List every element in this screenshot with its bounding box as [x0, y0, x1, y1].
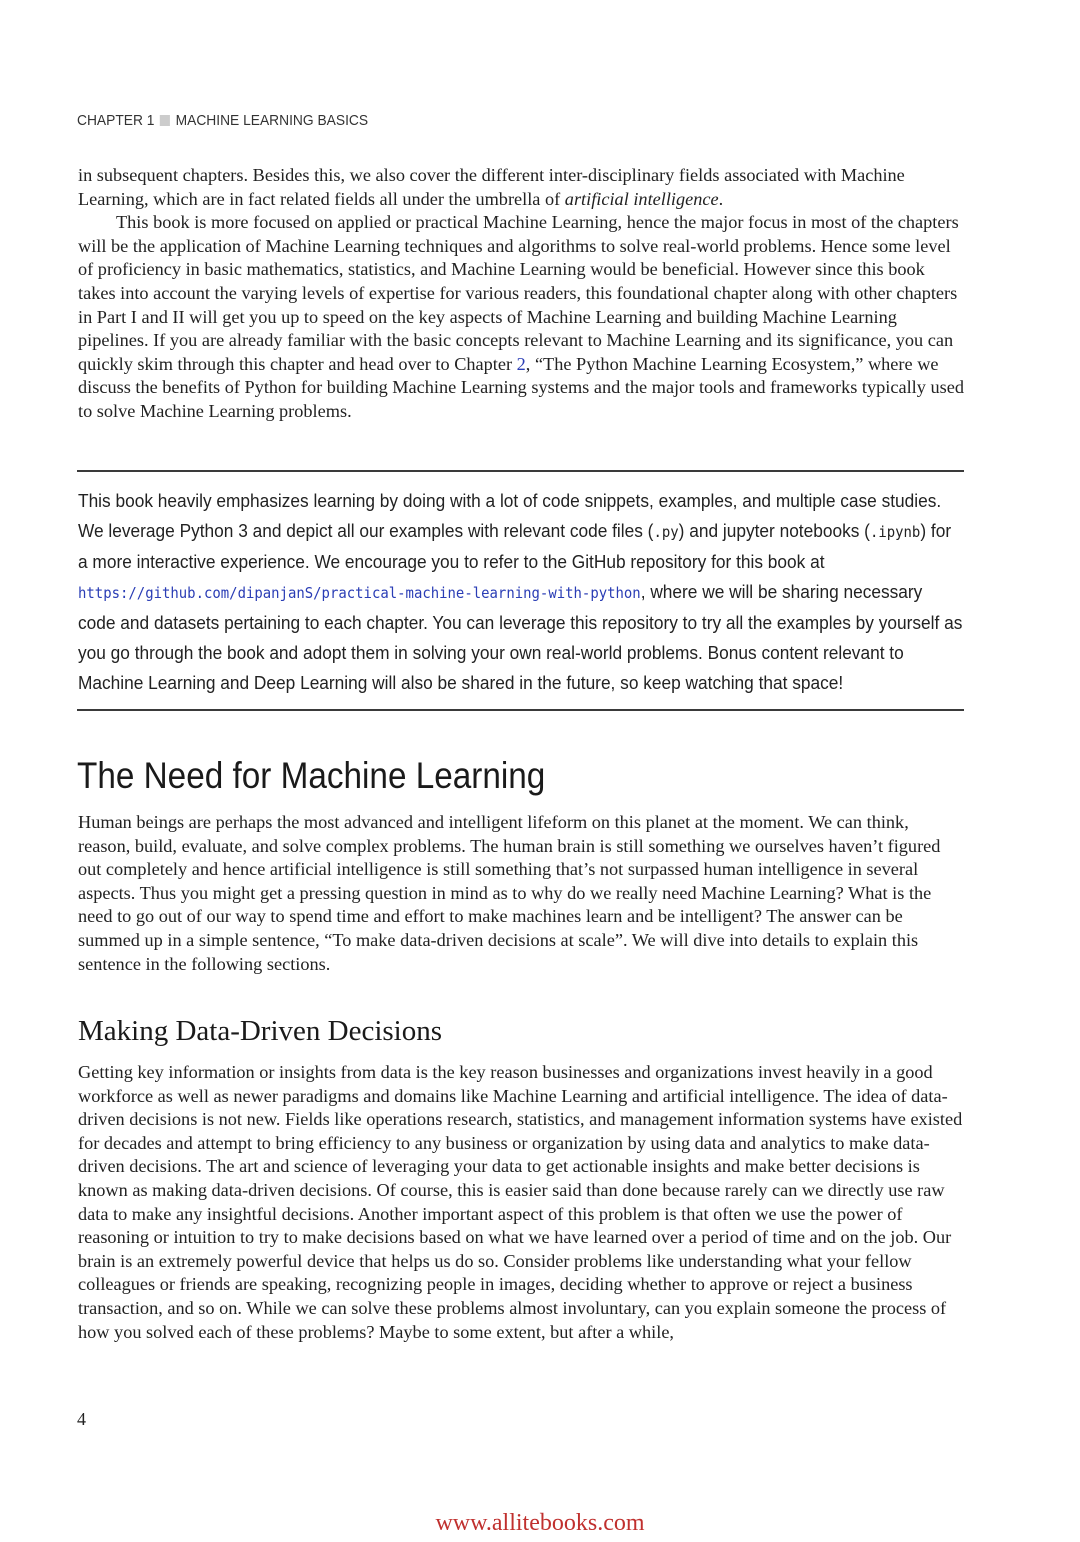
chapter-2-link[interactable]: 2	[516, 353, 526, 374]
intro-paragraph-2: This book is more focused on applied or practical Machine Learning, hence the major focus in most of the chapters will be the application of Machine Learning techniques and algorithms to solve real-world problems. Hence some level of proficiency in basic mathematics, statistics, and Machine Learning would be beneficial. However since this book takes into account the varying levels of expertise for various readers, this foundational chapter along with other chapters in Part I and II will get you up to speed on the key aspects of Machine Learning and building Machine Learning pipelines. If you are already familiar with the basic concepts relevant to Machine Learning and its significance, you can quickly skim through this chapter and head over to Chapter 2, “The Python Machine Learning Ecosystem,” where we discuss the benefits of Python for building Machine Learning systems and the major tools and frameworks typically used to solve Machine Learning problems.	[78, 212, 964, 421]
subsection-paragraph: Getting key information or insights from data is the key reason businesses and organizations invest heavily in a good workforce as well as newer paradigms and domains like Machine Learning and artificial intelligence. The idea of data-driven decisions is not new. Fields like operations research, statistics, and management information systems have existed for decades and attempt to bring efficiency to any business or organization by using data and analytics to make data-driven decisions. The art and science of leveraging your data to get actionable insights and make better decisions is known as making data-driven decisions. Of course, this is easier said than done because rarely can we directly use raw data to make any insightful decisions. Another important aspect of this problem is that often we use the power of reasoning or intuition to try to make decisions based on what we have learned over a period of time and on the job. Our brain is an extremely powerful device that helps us do so. Consider problems like understanding what your fellow colleagues or friends are speaking, recognizing people in images, deciding whether to approve or reject a business transaction, and so on. While we can solve these problems almost involuntary, can you explain someone the process of how you solved each of these problems? Maybe to some extent, but after a while,	[78, 1062, 963, 1342]
github-repo-link[interactable]: https://github.com/dipanjanS/practical-machine-learning-with-python	[78, 584, 641, 602]
intro-text	[78, 164, 964, 424]
footer-site-link[interactable]: www.allitebooks.com	[435, 1510, 645, 1536]
page-number: 4	[77, 1409, 86, 1429]
subsection-heading: Making Data-Driven Decisions	[78, 1015, 443, 1047]
code-ipynb: .ipynb	[869, 523, 921, 541]
note-top-rule	[77, 470, 964, 472]
code-py: .py	[653, 523, 679, 541]
note-bottom-rule	[77, 709, 964, 711]
chapter-title: MACHINE LEARNING BASICS	[175, 112, 369, 129]
section-body	[78, 811, 964, 976]
running-head	[77, 112, 368, 129]
chapter-label: CHAPTER 1	[77, 112, 155, 129]
intro-paragraph-1: in subsequent chapters. Besides this, we also cover the different inter-disciplinary fields associated with Machine Learning, which are in fact related fields all under the umbrella of artificial intelligence.	[78, 165, 905, 209]
emphasis-ai: artificial intelligence	[564, 188, 719, 209]
separator-square-icon	[160, 115, 170, 126]
subsection-body	[78, 1061, 964, 1344]
note-box: This book heavily emphasizes learning by doing with a lot of code snippets, examples, and multiple case studies. We leverage Python 3 and depict all our examples with relevant code files (.py) and jupyter notebooks (.ipynb) for a more interactive experience. We encourage you to refer to the GitHub repository for this book at https://github.com/dipanjanS/practical-machine-learning-with-python, where we will be sharing necessary code and datasets pertaining to each chapter. You can leverage this repository to try all the examples by yourself as you go through the book and adopt them in solving your own real-world problems. Bonus content relevant to Machine Learning and Deep Learning will also be shared in the future, so keep watching that space!	[78, 490, 963, 693]
section-heading: The Need for Machine Learning	[77, 755, 546, 796]
section-paragraph: Human beings are perhaps the most advanced and intelligent lifeform on this planet at the moment. We can think, reason, build, evaluate, and solve complex problems. The human brain is still something we ourselves haven’t figured out completely and hence artificial intelligence is still something that’s not surpassed human intelligence in several aspects. Thus you might get a pressing question in mind as to why do we really need Machine Learning? What is the need to go out of our way to spend time and effort to make machines learn and be intelligent? The answer can be summed up in a simple sentence, “To make data-driven decisions at scale”. We will dive into details to explain this sentence in the following sections.	[78, 812, 941, 974]
